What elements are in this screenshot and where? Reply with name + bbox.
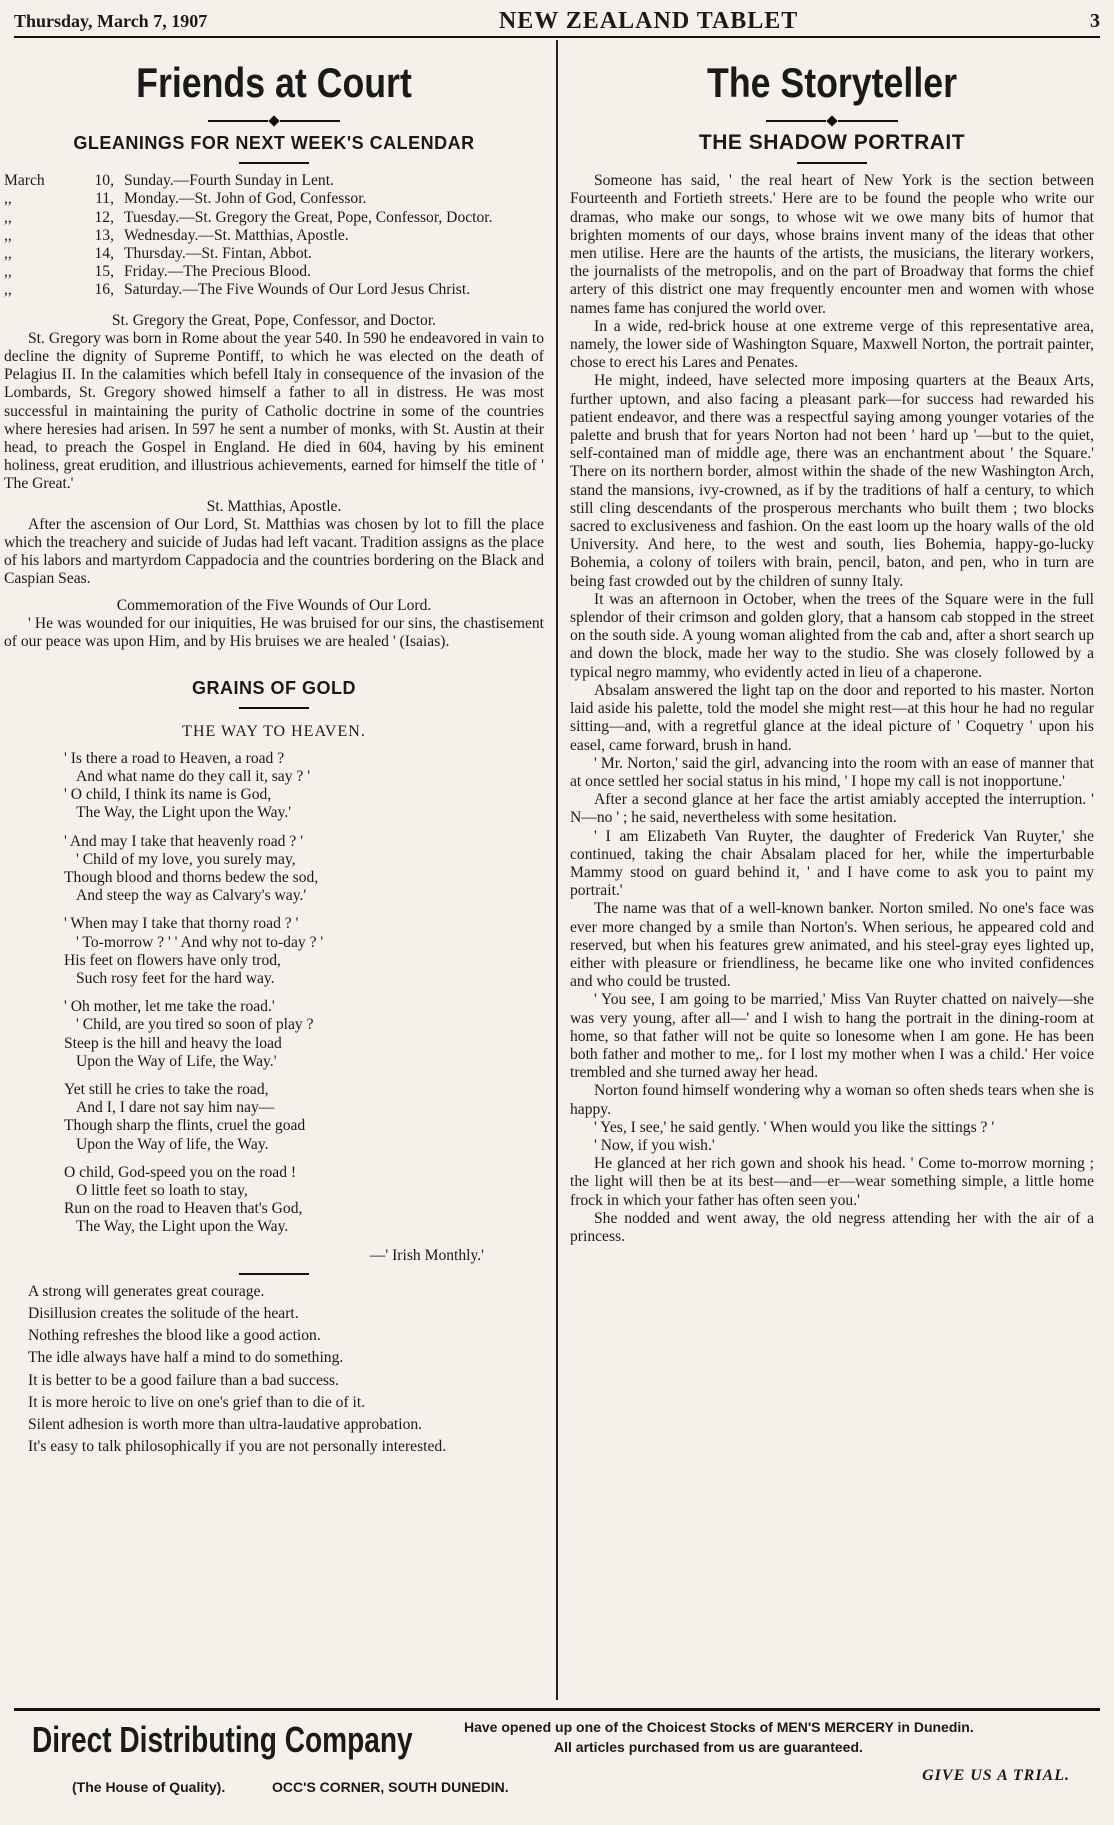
ornament-divider (570, 114, 1094, 128)
poem-stanza (64, 750, 544, 823)
calendar-day: 11, (95, 190, 114, 208)
maxim: It is better to be a good failure than a bad success. (28, 1371, 339, 1389)
issue-date: Thursday, March 7, 1907 (14, 10, 208, 31)
poem-stanza (64, 833, 544, 906)
calendar-month: ,, (4, 281, 12, 299)
calendar-entry: Tuesday.—St. Gregory the Great, Pope, Confessor, Doctor. (124, 208, 493, 226)
column-divider (556, 40, 558, 1700)
short-rule (239, 707, 309, 709)
ad-line-trial: GIVE US A TRIAL. (922, 1767, 1070, 1784)
maxim: It's easy to talk philosophically if you are not personally interested. (28, 1438, 447, 1456)
paragraph-five-wounds: ' He was wounded for our iniquities, He was bruised for our sins, the chastisement of our peace was upon Him, and by His bruises we are healed ' (Isaias). (4, 614, 544, 651)
calendar-row (4, 227, 544, 245)
grains-of-gold-title: GRAINS OF GOLD (192, 678, 356, 699)
poem-line: ' Oh mother, let me take the road.' (64, 998, 275, 1016)
calendar-entry: Thursday.—St. Fintan, Abbot. (124, 245, 312, 263)
poem-line: Run on the road to Heaven that's God, (64, 1200, 303, 1218)
poem-line: Though blood and thorns bedew the sod, (64, 868, 319, 886)
calendar-month: ,, (4, 226, 12, 244)
poem-line: ' When may I take that thorny road ? ' (64, 915, 299, 933)
calendar-entry: Wednesday.—St. Matthias, Apostle. (124, 226, 349, 244)
poem-line: Upon the Way of Life, the Way.' (76, 1052, 277, 1070)
short-rule (797, 162, 867, 164)
maxim: Nothing refreshes the blood like a good action. (28, 1327, 321, 1345)
calendar-list (4, 172, 544, 299)
story-paragraph: ' Now, if you wish.' (594, 1136, 715, 1154)
calendar-subtitle: GLEANINGS FOR NEXT WEEK'S CALENDAR (73, 133, 475, 153)
calendar-row (4, 281, 544, 299)
calendar-month: March (4, 172, 45, 190)
calendar-row (4, 172, 544, 190)
ad-address: OCC'S CORNER, SOUTH DUNEDIN. (272, 1779, 509, 1795)
calendar-day: 10, (94, 172, 114, 190)
short-rule (239, 1273, 309, 1275)
poem-line: ' Is there a road to Heaven, a road ? (64, 749, 285, 767)
calendar-row (4, 245, 544, 263)
poem-title: THE WAY TO HEAVEN. (182, 723, 366, 741)
poem-line: His feet on flowers have only trod, (64, 951, 281, 969)
story-paragraph: ' You see, I am going to be married,' Miss Van Ruyter chatted on naively—she was very young, after all—' and I wish to hang the portrait in the dining-room at home, so that father will not be quite so lonesome when I am gone. He has been both father and mother to me,. for I lost my mother when I was a child.' Her voice trembled and she turned away her head. (570, 991, 1094, 1082)
poem-line: Though sharp the flints, cruel the goad (64, 1117, 306, 1135)
advertisement (14, 1708, 1100, 1821)
calendar-entry: Friday.—The Precious Blood. (124, 263, 311, 281)
poem-line: O little feet so loath to stay, (76, 1181, 248, 1199)
story-paragraph: ' Mr. Norton,' said the girl, advancing into the room with an ease of manner that at once settled her social status in his mind, ' I hope my call is not inopportune.' (570, 754, 1094, 790)
poem-line: ' And may I take that heavenly road ? ' (64, 832, 304, 850)
maxim: It is more heroic to live on one's grief than to die of it. (28, 1393, 366, 1411)
calendar-row (4, 190, 544, 208)
calendar-day: 16, (94, 281, 114, 299)
short-rule (239, 162, 309, 164)
poem-source: —' Irish Monthly.' (369, 1246, 484, 1264)
poem-line: The Way, the Light upon the Way.' (76, 804, 292, 822)
heading-st-matthias: St. Matthias, Apostle. (206, 497, 342, 515)
poem-stanza (64, 915, 544, 988)
story-paragraph: Norton found himself wondering why a woman so often sheds tears when she is happy. (570, 1082, 1094, 1118)
poem-body (4, 750, 544, 1237)
poem-line: O child, God-speed you on the road ! (64, 1163, 297, 1181)
calendar-day: 13, (94, 226, 114, 244)
maxims-list (4, 1283, 544, 1457)
poem-line: ' Child of my love, you surely may, (76, 850, 296, 868)
poem-line: ' O child, I think its name is God, (64, 786, 272, 804)
poem-line: Upon the Way of life, the Way. (76, 1135, 269, 1153)
calendar-day: 14, (94, 245, 114, 263)
maxim: Disillusion creates the solitude of the heart. (28, 1304, 299, 1322)
maxim: Silent adhesion is worth more than ultra-laudative approbation. (28, 1415, 423, 1433)
section-title-storyteller: The Storyteller (707, 59, 957, 106)
calendar-month: ,, (4, 208, 12, 226)
calendar-row (4, 263, 544, 281)
poem-line: Yet still he cries to take the road, (64, 1080, 269, 1098)
story-paragraph: He might, indeed, have selected more imposing quarters at the Beaux Arts, further uptown, and also facing a pleasant park—for success had rewarded his patient endeavor, and there was a respectful saying among younger votaries of the palette and brush that for years Norton had not been ' hard up '—but to the quiet, self-contained man of middle age, there was an enchantment about ' the Square.' There on its northern border, almost within the shade of the new Washington Arch, stand the mansions, ivy-crowned, as if by the traditions of half a century, to which still cling descendants of the prosperous merchants who built them ; two blocks sacred to exclusiveness and fashion. On the east loom up the hoary walls of the old University. And here, to the west and south, lies Bohemia, happy-go-lucky Bohemia, a colony of toilers with brain, pencil, baton, and pen, who in turn are being fast crowded out by the children of sunny Italy. (570, 372, 1094, 590)
story-paragraph: It was an afternoon in October, when the trees of the Square were in the full splendor of their crimson and golden glory, that a hansom cab stopped in the street on the south side. A young woman alighted from the cab and, after a short search up and down the block, made her way to the studio. She was closely followed by a typical negro mammy, who evidently acted in lieu of a chaperone. (570, 590, 1094, 681)
story-paragraph: Absalam answered the light tap on the door and reported to his master. Norton laid aside his palette, told the model she might rest—at this hour he had no regular sitting—and, with a regretful glance at the ideal picture of ' Coquetry ' upon his easel, came forward, brush in hand. (570, 681, 1094, 754)
calendar-month: ,, (4, 190, 12, 208)
calendar-day: 12, (94, 208, 114, 226)
calendar-entry: Monday.—St. John of God, Confessor. (124, 190, 367, 208)
poem-line: The Way, the Light upon the Way. (76, 1218, 289, 1236)
poem-line: ' Child, are you tired so soon of play ? (76, 1016, 314, 1034)
poem-line: ' To-morrow ? ' ' And why not to-day ? ' (76, 933, 324, 951)
calendar-day: 15, (94, 263, 114, 281)
paragraph-st-matthias: After the ascension of Our Lord, St. Matthias was chosen by lot to fill the place which the treachery and suicide of Judas had left vacant. Tradition assigns as the place of his labors and martyrdom Cappadocia and the countries bordering on the Black and Caspian Seas. (4, 515, 544, 588)
poem-line: And I, I dare not say him nay— (76, 1099, 275, 1117)
story-paragraph: ' I am Elizabeth Van Ruyter, the daughter of Frederick Van Ruyter,' she continued, taking the chair Absalam placed for her, while the imperturbable Mammy stood on guard behind it, ' and I have come to ask you to paint my portrait.' (570, 827, 1094, 900)
page-header (14, 6, 1100, 38)
calendar-entry: Saturday.—The Five Wounds of Our Lord Jesus Christ. (124, 281, 471, 299)
maxim: The idle always have half a mind to do something. (28, 1349, 344, 1367)
poem-stanza (64, 998, 544, 1071)
poem-stanza (64, 1164, 544, 1237)
story-paragraph: He glanced at her rich gown and shook his head. ' Come to-morrow morning ; the light will then be at its best—and—er—wear something simple, a little home frock in which your father has often seen you.' (570, 1155, 1094, 1209)
story-paragraph: ' Yes, I see,' he said gently. ' When would you like the sittings ? ' (594, 1118, 995, 1136)
calendar-row (4, 209, 544, 227)
ad-company-name: Direct Distributing Company (32, 1719, 413, 1760)
maxim: A strong will generates great courage. (28, 1282, 265, 1300)
story-title: THE SHADOW PORTRAIT (698, 131, 966, 154)
heading-five-wounds: Commemoration of the Five Wounds of Our Lord. (116, 596, 432, 614)
calendar-month: ,, (4, 263, 12, 281)
poem-line: And steep the way as Calvary's way.' (76, 887, 307, 905)
page-number: 3 (1090, 9, 1100, 32)
calendar-month: ,, (4, 245, 12, 263)
story-paragraph: In a wide, red-brick house at one extreme verge of this representative area, namely, the lower side of Washington Square, Maxwell Norton, the portrait painter, chose to erect his Lares and Penates. (570, 317, 1094, 372)
left-column (4, 40, 544, 1456)
story-paragraph: After a second glance at her face the artist amiably accepted the interruption. ' N—no ' ; he said, nevertheless with some hesitation. (570, 791, 1094, 827)
poem-line: Steep is the hill and heavy the load (64, 1034, 282, 1052)
heading-st-gregory: St. Gregory the Great, Pope, Confessor, and Doctor. (111, 311, 437, 329)
story-body (570, 172, 1094, 1246)
poem-stanza (64, 1081, 544, 1154)
story-paragraph: She nodded and went away, the old negress attending her with the air of a princess. (570, 1209, 1094, 1245)
masthead-title: NEW ZEALAND TABLET (498, 7, 799, 34)
ad-line-guarantee: All articles purchased from us are guaranteed. (554, 1739, 863, 1755)
ad-line-stock: Have opened up one of the Choicest Stocks of MEN'S MERCERY in Dunedin. (464, 1719, 974, 1735)
right-column (570, 40, 1094, 1246)
ornament-divider (4, 114, 544, 128)
ad-tagline: (The House of Quality). (72, 1779, 226, 1795)
poem-line: And what name do they call it, say ? ' (76, 767, 311, 785)
story-paragraph: Someone has said, ' the real heart of New York is the section between Fourteenth and Fortieth streets.' Here are to be found the people who write our dramas, who make our songs, to whose wit we owe many bits of humor that brighten moments of our days, whose brains invent many of the ideas that other men utilise. Here are the haunts of the artists, the musicians, the literary workers, the journalists of the metropolis, and on the part of Broadway that forms the chief artery of this district one may frequently encounter men and women with whose names fame has conjured the world over. (570, 172, 1094, 317)
section-title-friends-at-court: Friends at Court (136, 59, 412, 106)
paragraph-st-gregory: St. Gregory was born in Rome about the year 540. In 590 he endeavored in vain to decline the dignity of Supreme Pontiff, to which he was elected on the death of Pelagius II. In the calamities which befell Italy in consequence of the invasion of the Lombards, St. Gregory showed himself a father to all in distress. He was most successful in maintaining the purity of Catholic doctrine in some of the countries where heresies had arisen. In 597 he sent a number of monks, with St. Austin at their head, to preach the Gospel in England. He died in 604, having by his eminent holiness, great erudition, and illustrious achievements, earned for himself the title of ' The Great.' (4, 329, 544, 493)
calendar-entry: Sunday.—Fourth Sunday in Lent. (124, 172, 334, 190)
poem-line: Such rosy feet for the hard way. (76, 969, 275, 987)
story-paragraph: The name was that of a well-known banker. Norton smiled. No one's face was ever more changed by a smile than Norton's. When serious, he appeared cold and reserved, but when his features grew animated, and his steel-gray eyes lighted up, either with pleasure or friendliness, he became like one who invited confidences and who could be trusted. (570, 900, 1094, 991)
